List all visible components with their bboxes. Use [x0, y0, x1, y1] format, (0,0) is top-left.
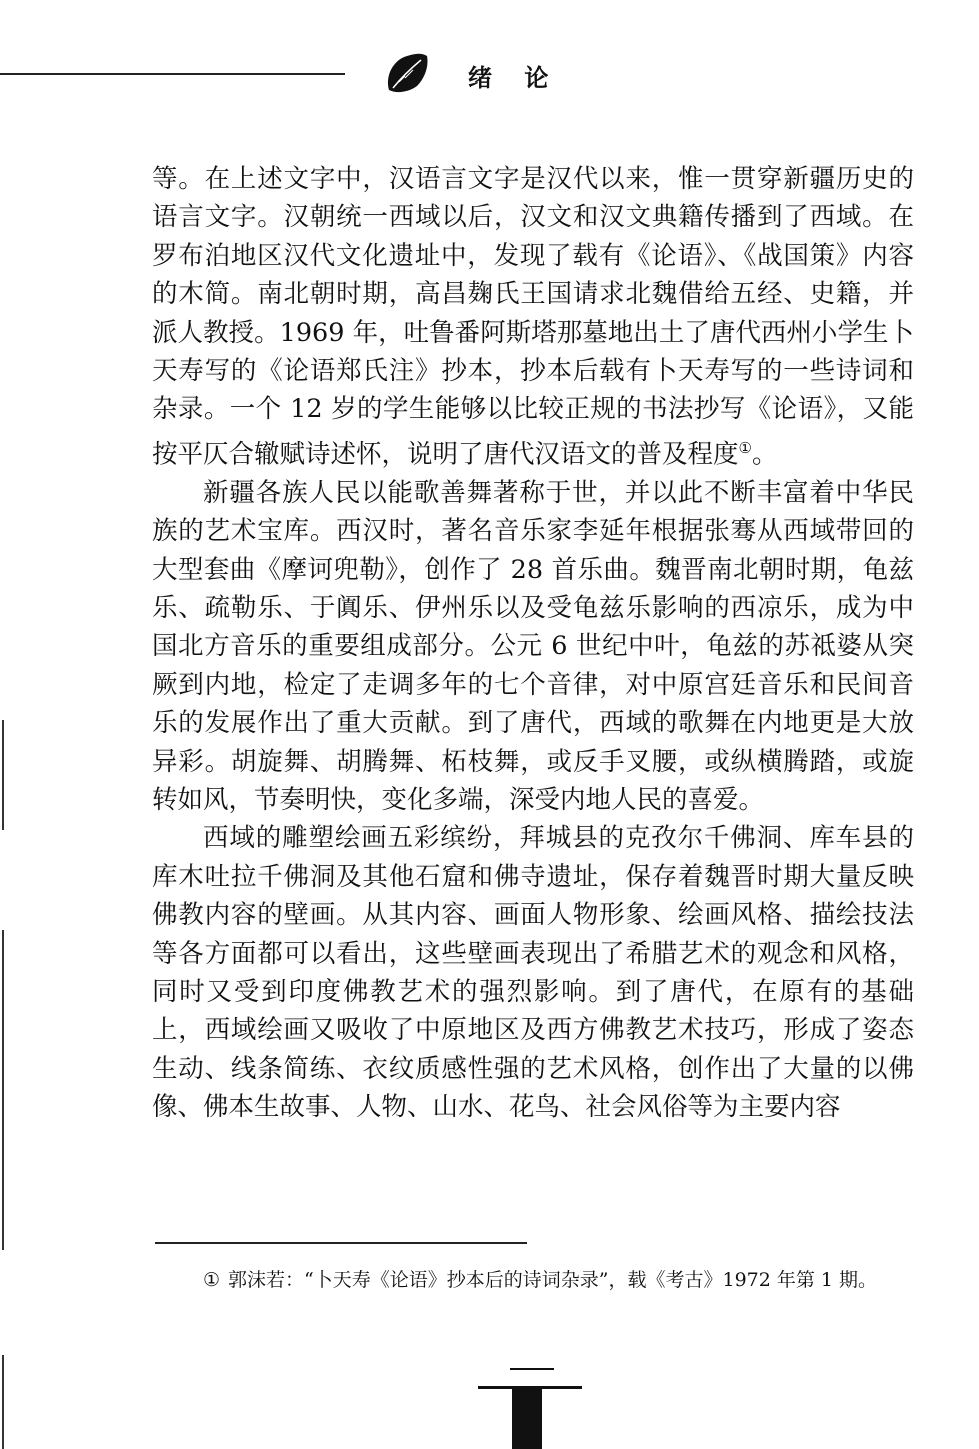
scan-margin-line: [2, 930, 4, 1250]
paragraph: 西域的雕塑绘画五彩缤纷，拜城县的克孜尔千佛洞、库车县的库木吐拉千佛洞及其他石窟和佛寺遗址，保存着魏晋时期大量反映佛教内容的壁画。从其内容、画面人物形象、绘画风格、描绘技法等各方面都可以看出，这些壁画表现出了希腊艺术的观念和风格，同时又受到印度佛教艺术的强烈影响。到了唐代，在原有的基础上，西域绘画又吸收了中原地区及西方佛教艺术技巧，形成了姿态生动、线条简练、衣纹质感性强的艺术风格，创作出了大量的以佛像、佛本生故事、人物、山水、花鸟、社会风俗等为主要内容: [152, 823, 914, 1123]
paragraph: 新疆各族人民以能歌善舞著称于世，并以此不断丰富着中华民族的艺术宝库。西汉时，著名音乐家李延年根据张骞从西域带回的大型套曲《摩诃兜勒》，创作了 28 首乐曲。魏晋南北朝时期，龟兹乐、疏勒乐、于阗乐、伊州乐以及受龟兹乐影响的西凉乐，成为中国北方音乐的重要组成部分。公元 6 世纪中叶，龟兹的苏祗婆从突厥到内地，检定了走调多年的七个音律，对中原宫廷音乐和民间音乐的发展作出了重大贡献。到了唐代，西域的歌舞在内地更是大放异彩。胡旋舞、胡腾舞、柘枝舞，或反手叉腰，或纵横腾踏，或旋转如风，节奏明快，变化多端，深受内地人民的喜爱。: [152, 477, 914, 815]
footnote-divider: [155, 1242, 527, 1244]
leaf-ornament-icon: [383, 50, 433, 96]
footnote-text: 郭沫若：“卜天寿《论语》抄本后的诗词杂录”，载《考古》1972 年第 1 期。: [228, 1269, 878, 1291]
paragraph: [152, 160, 914, 474]
page-number: [478, 1352, 582, 1374]
footnote: [203, 1267, 923, 1293]
body-text: [152, 160, 914, 1127]
header-rule: [0, 73, 345, 75]
page-header-title: 绪 论: [468, 63, 561, 92]
scan-margin-line: [2, 1355, 4, 1449]
footnote-marker: ①: [203, 1269, 221, 1291]
page-bar: [512, 1389, 542, 1449]
scan-margin-line: [2, 720, 4, 830]
footnote-reference[interactable]: ①: [738, 438, 752, 457]
paragraph-end: 。: [751, 439, 778, 470]
paragraph-text: 等。在上述文字中，汉语言文字是汉代以来，惟一贯穿新疆历史的语言文字。汉朝统一西域以后，汉文和汉文典籍传播到了西域。在罗布泊地区汉代文化遗址中，发现了载有《论语》、《战国策》内容的木简。南北朝时期，高昌麹氏王国请求北魏借给五经、史籍，并派人教授。1969 年，吐鲁番阿斯塔那墓地出土了唐代西州小学生卜天寿写的《论语郑氏注》抄本，抄本后载有卜天寿写的一些诗词和杂录。一个 12 岁的学生能够以比较正规的书法抄写《论语》，又能按平仄合辙赋诗述怀，说明了唐代汉语文的普及程度: [152, 164, 914, 470]
